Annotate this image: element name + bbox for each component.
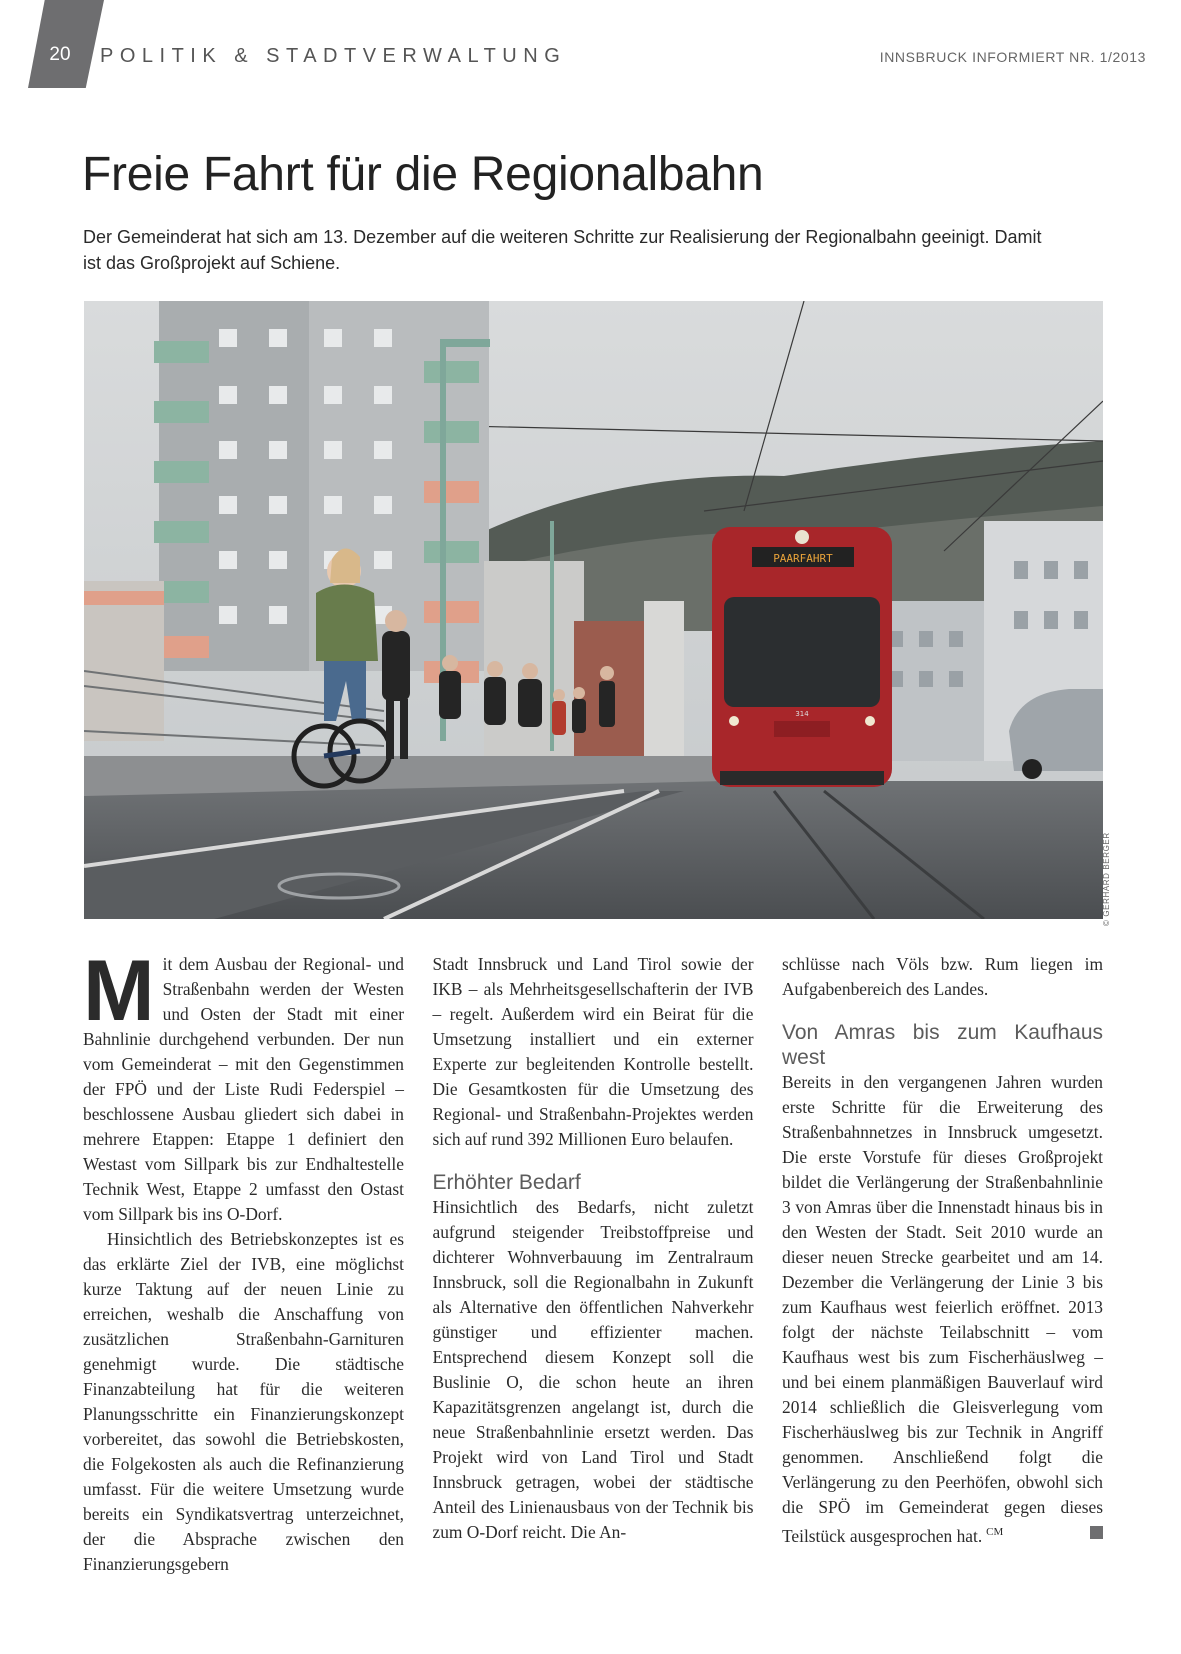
paragraph (83, 943, 404, 1227)
tram-number: 314 (795, 710, 809, 718)
paragraph: Hinsichtlich des Betriebskonzeptes ist es das erklärte Ziel der IVB, eine möglichst kurze Taktung auf der neuen Linie zu erreichen, weshalb die Anschaffung von zusätzlichen Straßenbahn-Garnituren genehmigt wurde. Die städtische Finanzabteilung hat für die weiteren Planungsschritte ein Finanzierungskonzept vorbereitet, das sowohl die Betriebskosten, die Folgekosten als auch die Refinanzierung umfasst. Für die weitere Umsetzung wurde bereits ein Syndikatsvertrag unterzeichnet, der die Absprache zwischen den Finanzierungsgebern (83, 1229, 404, 1574)
section-title: POLITIK & STADTVERWALTUNG (100, 45, 567, 67)
article-headline: Freie Fahrt für die Regionalbahn (82, 148, 764, 201)
photo-credit: © GERHARD BERGER (1102, 832, 1111, 926)
drop-cap: M (83, 943, 155, 1039)
column-1 (83, 943, 404, 1612)
page-number: 20 (49, 44, 71, 65)
column-2 (433, 952, 754, 1612)
paragraph (782, 1070, 1103, 1549)
tram (712, 527, 892, 787)
subheading: Von Amras bis zum Kaufhaus west (782, 1021, 1103, 1069)
paragraph-text: Bereits in den vergangenen Jahren wurden erste Schritte für die Erweiterung des Straßenbahnnetzes in Innsbruck umgesetzt. Die erste Vorstufe für dieses Großprojekt bildet die Verlängerung der Straßenbahnlinie 3 von Amras über die Innenstadt hinaus bis in den Westen der Stadt. Seit 2010 wurde an dieser neuen Strecke gearbeitet und am 14. Dezember die Verlängerung der Linie 3 bis zum Kaufhaus west feierlich eröffnet. 2013 folgt der nächste Teilabschnitt – vom Kaufhaus west bis zum Fischerhäuslweg – und bei einem planmäßigen Bauverlauf wird 2014 schließlich die Gleisverlegung vom Fischerhäuslweg bis zur Technik in Angriff genommen. Anschließend folgt die Verlängerung zu den Peerhöfen, obwohl sich die SPÖ im Gemeinderat gegen dieses Teilstück ausgesprochen hat. (782, 1072, 1103, 1546)
author-signature: CM (986, 1526, 1004, 1538)
article-body (83, 943, 1103, 1612)
tram-destination-sign: PAARFAHRT (773, 552, 833, 565)
article-lead: Der Gemeinderat hat sich am 13. Dezember auf die weiteren Schritte zur Realisierung der Regionalbahn geeinigt. Damit ist das Großprojekt auf Schiene. (83, 227, 1042, 273)
paragraph: Stadt Innsbruck und Land Tirol sowie der IKB – als Mehrheitsgesellschafterin der IVB – regelt. Außerdem wird ein Beirat für die Umsetzung installiert und ein externer Experte zur begleitenden Kontrolle bestellt. Die Gesamtkosten für die Umsetzung des Regional- und Straßenbahn-Projektes werden sich auf rund 392 Millionen Euro belaufen. (432, 954, 754, 1149)
article-photo (84, 301, 1103, 919)
paragraph-text: it dem Ausbau der Regional- und Straßenbahn werden der Westen und Osten der Stadt mit einer Bahnlinie durchgehend verbunden. Der nun vom Gemeinderat – mit den Gegenstimmen der FPÖ und der Liste Rudi Federspiel – beschlossene Ausbau gliedert sich dabei in mehrere Etappen: Etappe 1 definiert den Westast vom Sillpark bis zur Endhaltestelle Technik West, Etappe 2 umfasst den Ostast vom Sillpark bis ins O-Dorf. (83, 954, 404, 1224)
subheading: Erhöhter Bedarf (432, 1171, 581, 1194)
column-3 (782, 952, 1103, 1612)
paragraph: schlüsse nach Völs bzw. Rum liegen im Aufgabenbereich des Landes. (782, 954, 1103, 999)
paragraph: Hinsichtlich des Bedarfs, nicht zuletzt aufgrund steigender Treibstoffpreise und dichterer Wohnverbauung im Zentralraum Innsbruck, soll die Regionalbahn in Zukunft als Alternative den öffentlichen Nahverkehr günstiger und effizienter machen. Entsprechend diesem Konzept soll die Buslinie O, die schon heute an ihren Kapazitätsgrenzen angelangt ist, durch die neue Straßenbahnlinie ersetzt werden. Das Projekt wird von Land Tirol und Stadt Innsbruck getragen, wobei der städtische Anteil des Linienausbaus von der Technik bis zum O-Dorf reicht. Die An- (432, 1197, 754, 1542)
end-of-article-mark (1090, 1526, 1103, 1539)
issue-label: INNSBRUCK INFORMIERT NR. 1/2013 (879, 49, 1146, 65)
